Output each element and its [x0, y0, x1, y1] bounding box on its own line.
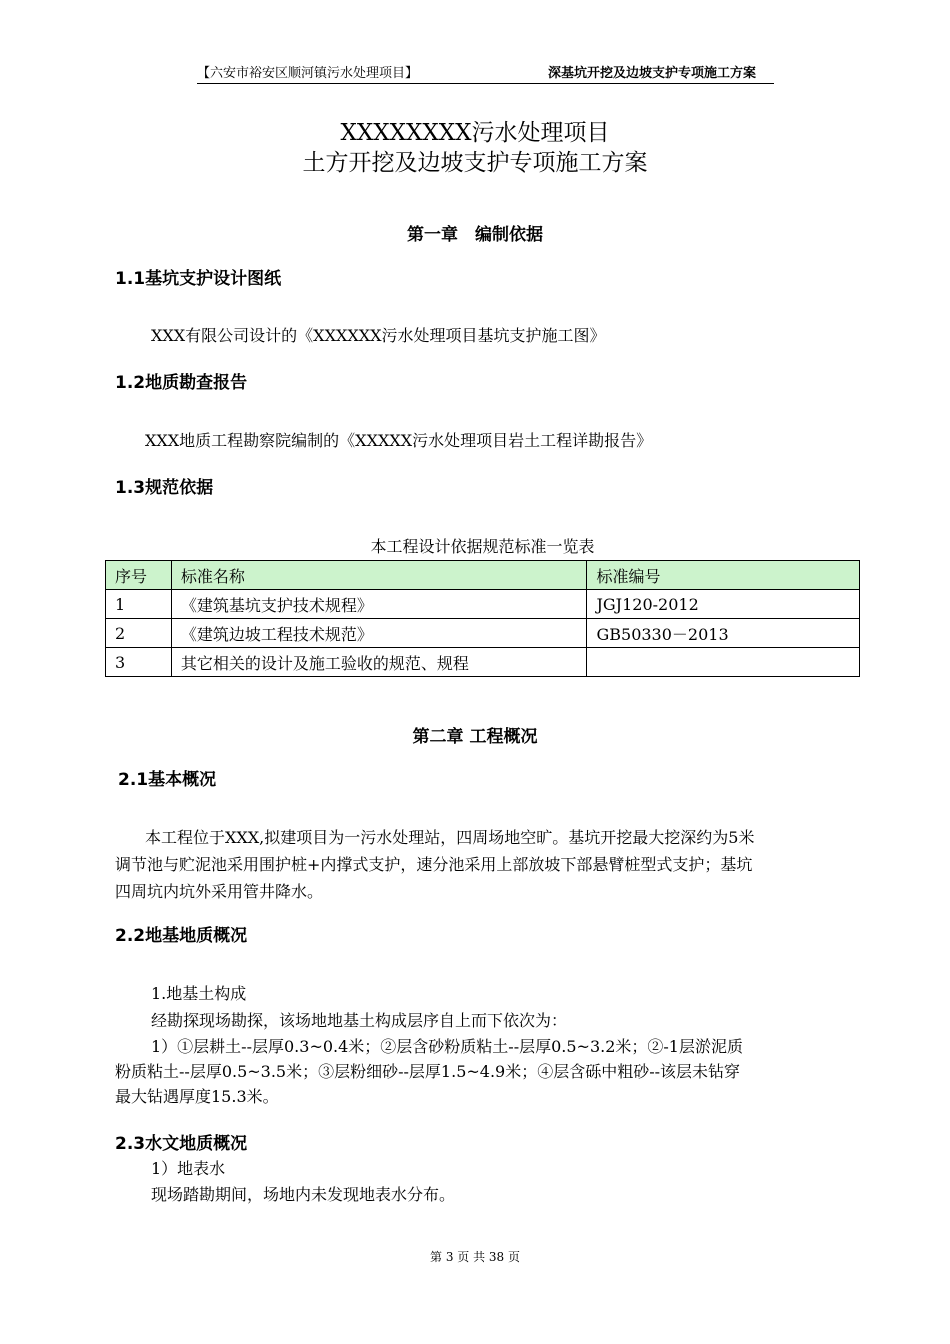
section-2-2-line-1: 1.地基土构成	[151, 984, 247, 1003]
section-2-2-line-2: 经勘探现场勘探，该场地地基土构成层序自上而下依次为：	[151, 1011, 568, 1030]
document-title-line-2: 土方开挖及边坡支护专项施工方案	[302, 150, 648, 176]
cell-number: 3	[106, 648, 172, 677]
chapter-1-heading: 第一章 编制依据	[407, 225, 543, 245]
section-2-1-line-2: 调节池与贮泥池采用围护桩+内撑式支护，速分池采用上部放坡下部悬臂桩型式支护；基坑	[115, 855, 753, 874]
section-2-3-line-1: 1）地表水	[151, 1159, 226, 1178]
document-title-line-1: XXXXXXXX污水处理项目	[340, 120, 610, 146]
cell-number: 2	[106, 619, 172, 648]
table-caption: 本工程设计依据规范标准一览表	[370, 537, 595, 556]
running-header-project: 【六安市裕安区顺河镇污水处理项目】	[197, 66, 419, 81]
section-2-3-heading: 2.3水文地质概况	[115, 1134, 248, 1154]
cell-standard-code: GB50330－2013	[587, 619, 860, 648]
section-1-1-text: XXX有限公司设计的《XXXXXX污水处理项目基坑支护施工图》	[151, 326, 606, 345]
running-header-doc-title: 深基坑开挖及边坡支护专项施工方案	[548, 66, 757, 81]
section-2-1-line-3: 四周坑内坑外采用管井降水。	[115, 882, 324, 901]
table-row	[106, 619, 860, 648]
cell-standard-name: 《建筑基坑支护技术规程》	[171, 590, 587, 619]
section-2-3-line-2: 现场踏勘期间，场地内未发现地表水分布。	[151, 1185, 456, 1204]
cell-standard-name: 《建筑边坡工程技术规范》	[171, 619, 587, 648]
section-2-2-line-3: 1）①层耕土--层厚0.3~0.4米；②层含砂粉质粘土--层厚0.5~3.2米；②-1层淤泥质	[151, 1037, 743, 1056]
column-header-standard-name: 标准名称	[171, 561, 587, 590]
column-header-standard-code: 标准编号	[587, 561, 860, 590]
cell-number: 1	[106, 590, 172, 619]
section-2-2-line-4: 粉质粘土--层厚0.5~3.5米；③层粉细砂--层厚1.5~4.9米；④层含砾中粗砂--该层未钻穿	[115, 1062, 741, 1081]
cell-standard-name: 其它相关的设计及施工验收的规范、规程	[171, 648, 587, 677]
section-1-3-heading: 1.3规范依据	[115, 478, 214, 498]
section-2-2-line-5: 最大钻遇厚度15.3米。	[115, 1087, 279, 1106]
section-1-1-heading: 1.1基坑支护设计图纸	[115, 269, 282, 289]
cell-standard-code	[587, 648, 860, 677]
standards-table	[105, 560, 860, 677]
table-row	[106, 648, 860, 677]
page-number: 第 3 页 共 38 页	[430, 1250, 520, 1264]
section-2-1-line-1: 本工程位于XXX,拟建项目为一污水处理站，四周场地空旷。基坑开挖最大挖深约为5米	[145, 828, 755, 847]
chapter-2-heading: 第二章 工程概况	[412, 727, 538, 747]
section-2-1-heading: 2.1基本概况	[118, 770, 217, 790]
section-1-2-text: XXX地质工程勘察院编制的《XXXXX污水处理项目岩土工程详勘报告》	[145, 431, 653, 450]
table-row	[106, 590, 860, 619]
table-header-row	[106, 561, 860, 590]
cell-standard-code: JGJ120-2012	[587, 590, 860, 619]
column-header-number: 序号	[106, 561, 172, 590]
section-1-2-heading: 1.2地质勘查报告	[115, 373, 248, 393]
header-rule	[197, 83, 774, 84]
section-2-2-heading: 2.2地基地质概况	[115, 926, 248, 946]
